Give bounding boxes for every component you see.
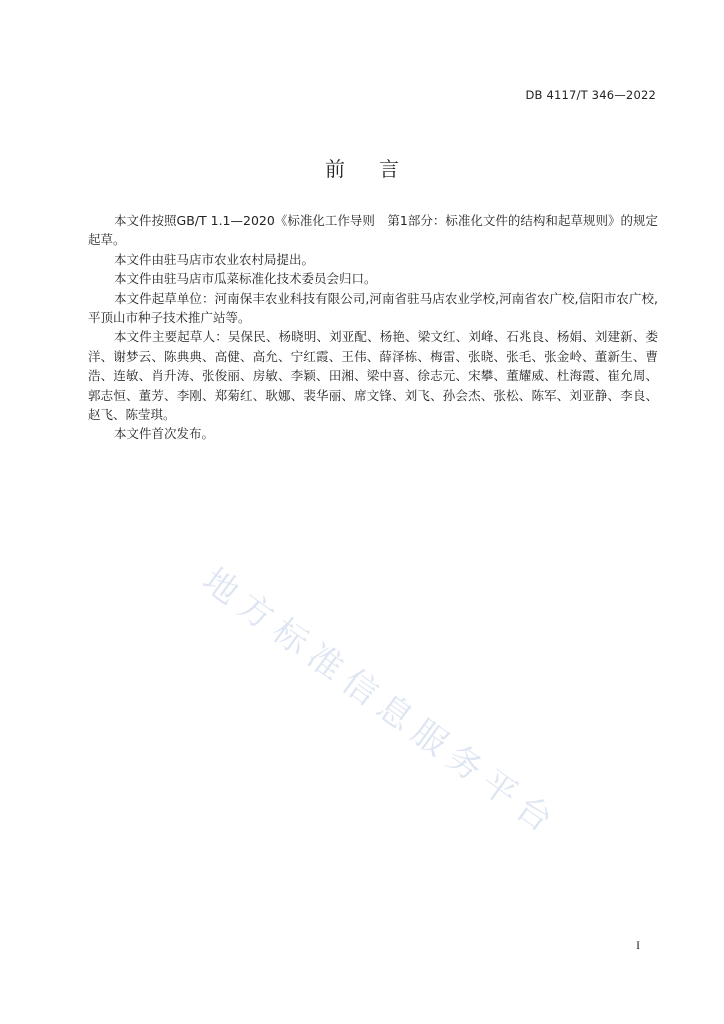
paragraph-proposer: 本文件由驻马店市农业农村局提出。 xyxy=(114,251,315,267)
paragraph-drafters: 本文件主要起草人：吴保民、杨晓明、刘亚配、杨艳、梁文红、刘峰、石兆良、杨娟、刘建新、娄洋、谢梦云、陈典典、高健、高允、宁红霞、王伟、薛泽栋、梅雷、张晓、张毛、张金岭、董新生、曹浩、连敏、肖升涛、张俊丽、房敏、李颖、田湘、梁中喜、徐志元、宋攀、董耀威、杜海霞、崔允周、郭志恒、董芳、李刚、郑菊红、耿娜、裴华丽、席文锋、刘飞、孙会杰、张松、陈军、刘亚静、李良、赵飞、陈莹琪。 xyxy=(88,329,658,423)
paragraph-first-release: 本文件首次发布。 xyxy=(114,426,215,442)
watermark: 地方标准信息服务平台 xyxy=(195,560,567,846)
paragraph-administrator: 本文件由驻马店市瓜菜标准化技术委员会归口。 xyxy=(114,271,377,287)
page-number: I xyxy=(636,940,640,952)
paragraph-drafting-units: 本文件起草单位：河南保丰农业科技有限公司,河南省驻马店农业学校,河南省农广校,信阳市农广校,平顶山市种子技术推广站等。 xyxy=(88,290,658,326)
foreword-body xyxy=(88,211,658,444)
page-title: 前言 xyxy=(325,157,433,181)
paragraph-drafting-rules: 本文件按照GB/T 1.1—2020《标准化工作导则 第1部分：标准化文件的结构和起草规则》的规定起草。 xyxy=(88,213,658,248)
document-code: DB 4117/T 346—2022 xyxy=(525,88,656,102)
